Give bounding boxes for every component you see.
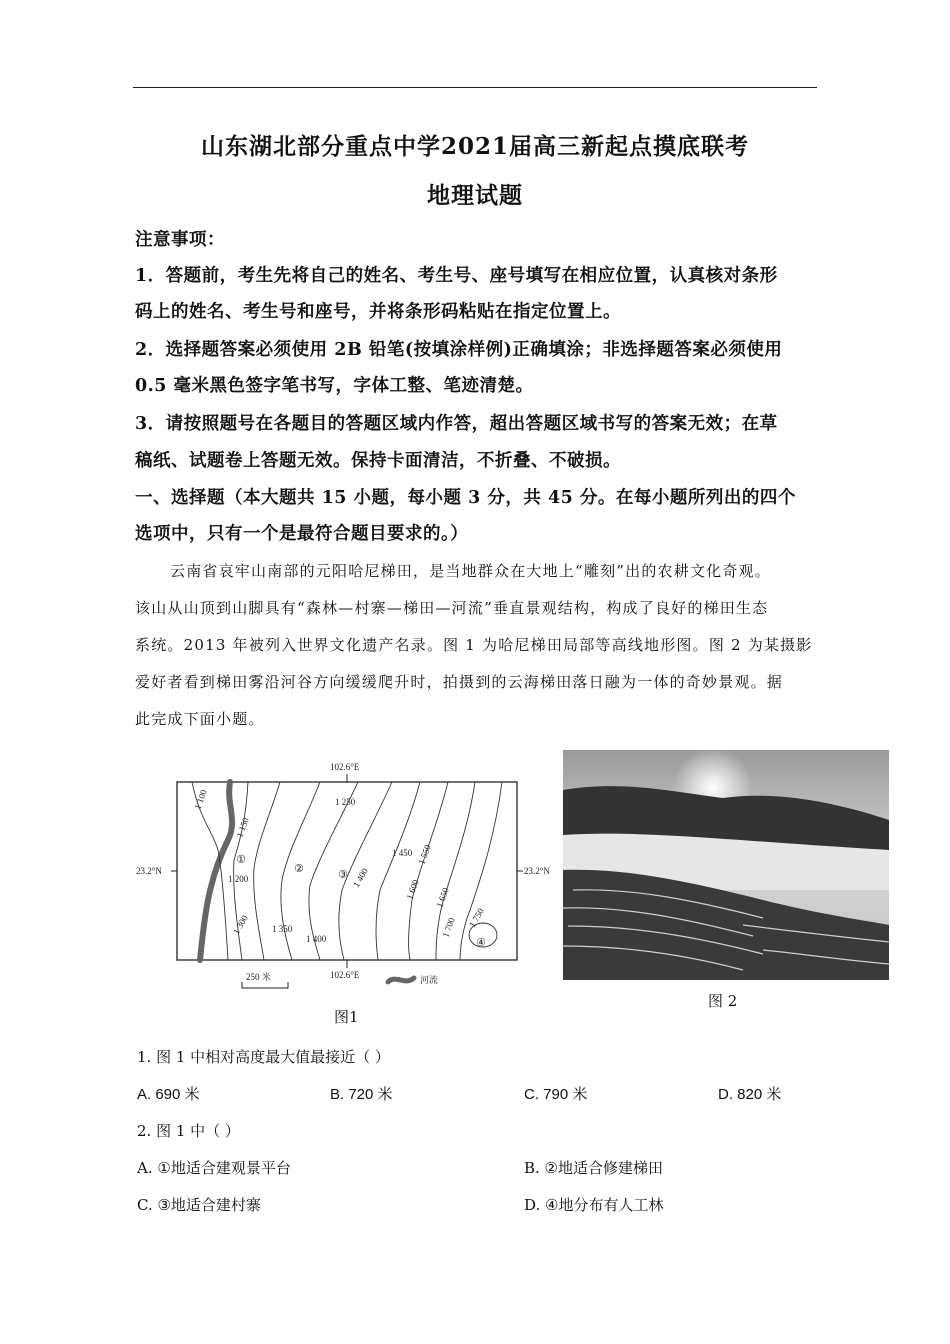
latitude-left-label: 23.2°N [136,866,162,876]
contour-label-1200: 1 200 [228,874,249,884]
question-1-option-c[interactable]: C. 790 米 [524,1086,588,1103]
contour-label-1700: 1 700 [440,916,457,939]
point-3-marker: ③ [338,868,348,881]
passage-line-2: 该山从山顶到山脚具有“森林—村寨—梯田—河流”垂直景观结构，构成了良好的梯田生态 [135,599,769,617]
question-2-option-d[interactable] [524,1194,663,1215]
notice-item-1-line-2: 码上的姓名、考生号和座号，并将条形码粘贴在指定位置上。 [135,302,621,322]
passage-line-5: 此完成下面小题。 [135,710,265,728]
question-1-stem [137,1046,390,1067]
contour-label-1650: 1 650 [434,886,451,909]
question-2-stem-text: 2. 图 1 中（ ） [137,1122,240,1140]
notice-item-2-line-2: 0.5 毫米黑色签字笔书写，字体工整、笔迹清楚。 [135,376,534,396]
notice-item-1-line-1: 1．答题前，考生先将自己的姓名、考生号、座号填写在相应位置，认真核对条形 [135,266,778,286]
question-2-option-c[interactable] [137,1194,261,1215]
contour-label-1300: 1 300 [231,913,250,936]
section-heading-line-2: 选项中，只有一个是最符合题目要求的。） [135,524,469,544]
passage-line-3: 系统。2013 年被列入世界文化遗产名录。图 1 为哈尼梯田局部等高线地形图。图 2 为某摄影 [135,636,813,654]
question-2-option-b-text: B. ②地适合修建梯田 [524,1159,664,1177]
question-2-option-b[interactable] [524,1157,663,1178]
passage-line-1: 云南省哀牢山南部的元阳哈尼梯田，是当地群众在大地上“雕刻”出的农耕文化奇观。 [170,562,771,580]
contour-label-1600: 1 600 [404,878,421,901]
question-2-stem [137,1120,240,1141]
latitude-right-label: 23.2°N [524,866,550,876]
river-legend [388,974,438,985]
header-rule [133,87,817,88]
contour-map [130,760,550,1030]
page-title: 山东湖北部分重点中学2021届高三新起点摸底联考 [200,133,749,160]
point-1-marker: ① [236,853,246,866]
question-1-stem-text: 1. 图 1 中相对高度最大值最接近（ ） [137,1048,390,1066]
notice-item-3-line-2: 稿纸、试题卷上答题无效。保持卡面清洁，不折叠、不破损。 [135,451,621,471]
notice-item-2-line-1: 2．选择题答案必须使用 2B 铅笔(按填涂样例)正确填涂；非选择题答案必须使用 [135,340,783,360]
terrace-photo [563,750,889,980]
point-4-marker: ④ [476,936,486,949]
river-legend-label: 河流 [420,975,439,985]
question-1-option-d[interactable]: D. 820 米 [718,1086,782,1103]
contour-label-1550: 1 550 [416,843,433,866]
scale-label: 250 米 [246,972,271,982]
contour-label-1100: 1 100 [192,788,209,811]
figure-1-caption: 图1 [334,1008,359,1026]
question-1-option-a[interactable]: A. 690 米 [137,1086,200,1103]
question-2-option-a-text: A. ①地适合建观景平台 [137,1159,291,1177]
contour-label-1150: 1 150 [234,816,251,839]
contour-label-1450: 1 450 [392,848,413,858]
contour-label-1350: 1 350 [272,924,293,934]
notice-heading: 注意事项： [135,230,225,250]
page-subtitle: 地理试题 [427,182,523,209]
contour-label-1400-a: 1 400 [306,934,327,944]
question-1-option-b[interactable]: B. 720 米 [330,1086,393,1103]
question-2-option-d-text: D. ④地分布有人工林 [524,1196,664,1214]
point-2-marker: ② [294,862,304,875]
contour-label-1750: 1 750 [467,906,486,929]
figure-2-caption: 图 2 [708,992,738,1010]
longitude-top-label: 102.6°E [330,762,360,772]
question-2-option-a[interactable] [137,1157,291,1178]
notice-item-3-line-1: 3．请按照题号在各题目的答题区域内作答，超出答题区域书写的答案无效；在草 [135,414,778,434]
question-2-option-c-text: C. ③地适合建村寨 [137,1196,261,1214]
contour-label-1400-b: 1 400 [351,866,370,889]
contour-label-1250: 1 250 [335,797,356,807]
scale-bar [242,971,288,988]
longitude-bottom-label: 102.6°E [330,970,360,980]
section-heading-line-1: 一、选择题（本大题共 15 小题，每小题 3 分，共 45 分。在每小题所列出的四个 [135,488,796,508]
passage-line-4: 爱好者看到梯田雾沿河谷方向缓缓爬升时，拍摄到的云海梯田落日融为一体的奇妙景观。据 [135,673,784,691]
